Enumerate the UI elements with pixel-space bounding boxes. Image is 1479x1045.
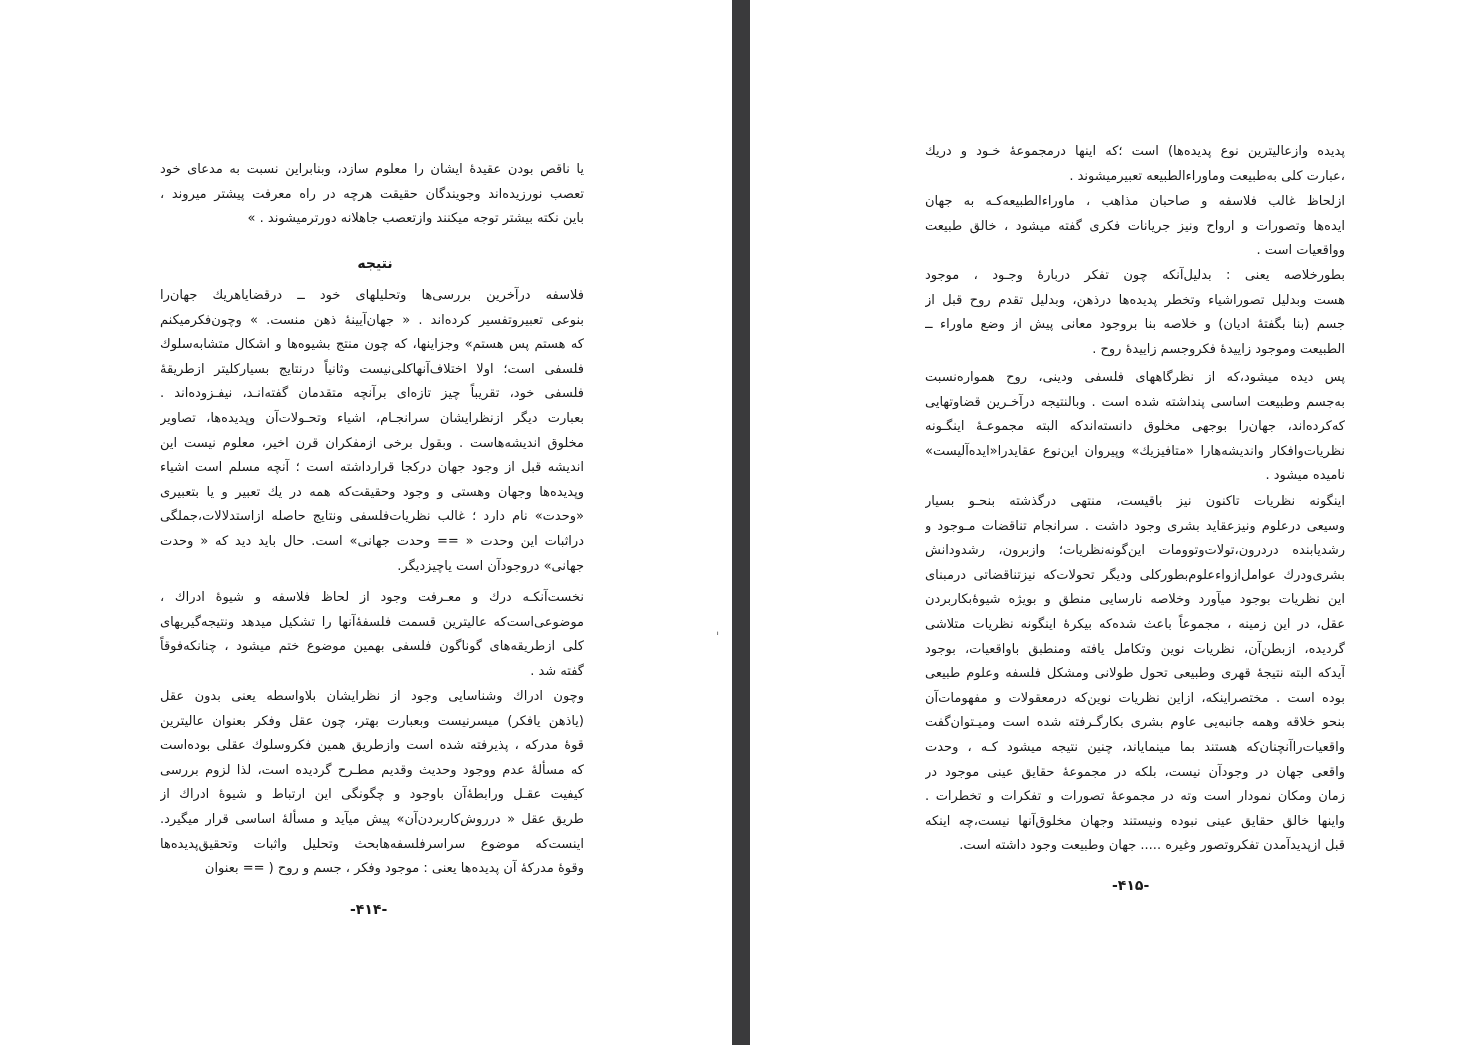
text-line: پس دیده میشود،که از نظرگاههای فلسفی ودینی، روح همواره‌نسبت bbox=[925, 370, 1345, 385]
right-paragraph-5 bbox=[925, 490, 1345, 859]
text-line: بنحو خلاقه وهمه جانبه‌یی عاوم بشری بکارگـرفته شده است ومیـتوان‌گفت bbox=[925, 715, 1345, 731]
text-line: واینها خالق حقایق عینی نبوده ونیستند وجهان مخلوق‌آنها نیست،چه اینکه bbox=[925, 813, 1345, 829]
text-line: موضوعی‌است‌که عالیترین قسمت فلسفهٔ‌آنها را تشکیل میدهد ونتیجه‌گیریهای bbox=[160, 614, 584, 630]
text-line: «وحدت» نام دارد ؛ غالب نظریات‌فلسفی ونتایج حاصله ازاستدلالات،جملگی bbox=[160, 509, 584, 525]
text-line: که هستم پس هستم» وجزاینها، که چون منتج بشیوه‌ها و اشکال متشابه‌سلوك bbox=[160, 337, 584, 353]
left-paragraph-2 bbox=[160, 586, 584, 684]
text-line: وواقعیات است . bbox=[1256, 243, 1345, 259]
text-line: (یاذهن یافکر) میسرنیست وبعبارت بهتر، چون عقل وفکر بعنوان عالیترین bbox=[160, 713, 584, 729]
text-line: فلسفی است؛ اولا اختلاف‌آنهاکلی‌نیست وثانیاً درنتایج بسیارکلیتر ازطریقهٔ bbox=[160, 361, 584, 377]
text-line: باین نکته بیشتر توجه میکنند وازتعصب جاهلانه دورترمیشوند . » bbox=[247, 211, 584, 227]
text-line: وچون ادراك وشناسایی وجود از نظرایشان بلاواسطه یعنی بدون عقل bbox=[160, 689, 584, 704]
text-line: ایده‌ها وتصورات و ارواح ونیز جریانات فکری گفته میشود ، خالق طبیعت bbox=[925, 218, 1345, 234]
section-heading: نتیجه bbox=[357, 256, 393, 272]
text-line: جسم (بنا بگفتهٔ ادیان) و خلاصه بنا بروجود معانی پیش از وضع ماوراء ــ bbox=[925, 317, 1345, 333]
text-line: نامیده میشود . bbox=[1265, 468, 1345, 484]
text-line: قبل ازپدیدآمدن تفکروتصور وغیره ..... جهان وطبیعت وجود داشته است. bbox=[959, 838, 1345, 854]
text-line: بوده است . مختصراینکه، ازاین نظریات نوین‌که درمعقولات و مفهومات‌آن bbox=[925, 690, 1345, 706]
text-line: کلی ازطریقه‌های گوناگون فلسفی بهمین موضوع ختم میشود ، چنانکه‌فوقاً bbox=[160, 639, 584, 655]
text-line: دراثبات این وحدت « == وحدت جهانی» است. حال باید دید که « وحدت bbox=[160, 533, 584, 549]
text-line: ،عبارت کلی بەطبیعت وماوراءالطبیعه تعبیرمیشوند . bbox=[1069, 168, 1345, 184]
text-line: هست وبدلیل تصوراشیاء وتخطر پدیده‌ها درذهن، وبدلیل تقدم روح قبل از bbox=[925, 292, 1345, 308]
left-intro-paragraph bbox=[160, 158, 584, 232]
text-line: واقعی جهان در وجودآن نیست، بلکه در مجموعهٔ حقایق عینی موجود در bbox=[925, 764, 1345, 780]
text-line: که‌کرده‌اند، جهان‌را بوجهی مخلوق دانسته‌اندکه البته مجموعـهٔ اینگـونه bbox=[925, 419, 1345, 435]
text-line: جهانی» دروجودآن است یاچیزدیگر. bbox=[397, 558, 584, 574]
text-line: عقل، در این زمینه ، مجموعاً باعث شده‌که بیکرهٔ اینگونه نظریات متلاشی bbox=[925, 616, 1345, 632]
text-line: گفته شد . bbox=[530, 663, 584, 679]
text-line: طریق عقل « درروش‌کاربردن‌آن» پیش میآید و مسألهٔ اساسی قرار میگیرد. bbox=[160, 811, 584, 827]
right-paragraph-1 bbox=[925, 140, 1345, 189]
text-line: وسیعی درعلوم ونیزعقاید بشری وجود داشت . سرانجام تناقضات مـوجود و bbox=[925, 518, 1345, 534]
page-number-left: -۴۱۴- bbox=[350, 902, 388, 918]
text-line: گردیده، ازبطن‌آن، نظریات نوین وتکامل یافته ومنطبق باواقعیات، بوجود bbox=[925, 641, 1345, 657]
text-line: نخست‌آنکـه درك و معـرفت وجود از لحاظ فلاسفه و شیوهٔ ادراك ، bbox=[160, 590, 584, 605]
left-paragraph-3 bbox=[160, 685, 584, 882]
text-line: زمان ومکان نمودار است وته در مجموعهٔ تصورات و تفکرات و تخطرات . bbox=[925, 789, 1345, 805]
right-paragraph-2 bbox=[925, 190, 1345, 264]
text-line: آیدکه البته نتیجهٔ قهری وطبیعی تحول طولانی ومشکل فلسفه وعلوم طبیعی bbox=[925, 666, 1345, 682]
right-paragraph-4 bbox=[925, 366, 1345, 489]
right-paragraph-3 bbox=[925, 264, 1345, 362]
text-line: کیفیت عقـل ورابطهٔ‌آن باوجود و چگونگی این ارتباط و شیوهٔ ادراك از bbox=[160, 787, 584, 803]
margin-mark: ˈ bbox=[716, 630, 720, 644]
text-line: بەجسم وطبیعت اساسی پنداشته شده است . وبالنتیجه درآخـرین قضاوتهایی bbox=[925, 394, 1345, 410]
text-line: بطورخلاصه یعنی : بدلیل‌آنکه چون تفکر دربارهٔ وجـود ، موجود bbox=[925, 268, 1345, 283]
text-line: ازلحاظ غالب فلاسفه و صاحبان مذاهب ، ماوراءالطبیعه‌کـه به جهان bbox=[925, 194, 1345, 209]
book-gutter bbox=[732, 0, 750, 1045]
text-line: فلاسفه درآخرین بررسی‌ها وتحلیلهای خود ــ درقضایاهریك جهان‌را bbox=[160, 288, 584, 303]
text-line: بنوعی تعبیروتفسیر کرده‌اند . « جهان‌آیینهٔ ذهن منست. » وچون‌فکرمیکنم bbox=[160, 312, 584, 328]
text-line: قوهٔ مدرکه ، پذیرفته شده است وازطریق همین فکروسلوك عقلی بوده‌است bbox=[160, 738, 584, 754]
left-paragraph-1 bbox=[160, 284, 584, 579]
text-line: این نظریات بوجود میآورد وخلاصه نارسایی منطق و بویژه شیوهٔ‌بکاربردن bbox=[925, 592, 1345, 608]
text-line: پدیده وازعالیترین نوع پدیده‌ها) است ؛که اینها درمجموعهٔ خـود و دریك bbox=[925, 144, 1345, 159]
text-line: یا ناقص بودن عقیدهٔ ایشان را معلوم سازد، وبنابراین نسبت به مدعای خود bbox=[160, 162, 584, 177]
text-line: وقوهٔ مدرکهٔ آن پدیده‌ها یعنی : موجود وفکر ، جسم و روح ( == بعنوان bbox=[204, 861, 584, 877]
left-page bbox=[0, 0, 732, 1045]
page-number-right: -۴۱۵- bbox=[1112, 878, 1150, 894]
text-line: رشدیابنده دردرون،تولات‌وتوومات این‌گونه‌نظریات؛ وازبرون، رشدودانش bbox=[925, 543, 1345, 559]
text-line: مخلوق اندیشه‌هاست . وبقول برخی ازمفکران قرن اخیر، معلوم نیست این bbox=[160, 435, 584, 451]
text-line: بعبارت دیگر ازنظرایشان سرانجـام، اشیاء وتحـولات‌آن وپدیده‌ها، تصاویر bbox=[160, 410, 584, 426]
text-line: بشری‌ودرك عوامل‌ازواء‌علوم‌بطورکلی وديگر تحولات‌که نیزتناقضاتی درمبنای bbox=[925, 567, 1345, 583]
text-line: اینست‌که موضوع سراسرفلسفه‌ها‌بحث وتحلیل واثبات وتحقیق‌پدیده‌ها bbox=[160, 836, 584, 852]
text-line: الطبیعت وموجود زاییدهٔ فکروجسم زاییدهٔ روح . bbox=[1092, 341, 1345, 357]
text-line: تعصب نورزیده‌اند وجویندگان حقیقت هرچه در راه معرفت پیشتر میروند ، bbox=[160, 186, 584, 202]
text-line: فلسفی خود، تقریباً چیز تازه‌ای برآنچه متقدمان گفته‌انـد، نیفـزوده‌اند . bbox=[160, 386, 584, 402]
text-line: نظریات‌وافکار واندیشه‌هارا «متافیزیك» وپیروان این‌نوع عقایدرا«ایده‌آلیست» bbox=[925, 443, 1345, 459]
text-line: که مسألهٔ عدم ووجود وحدیث وقدیم مطـرح گردیده است، لذا لزوم بررسی bbox=[160, 762, 584, 778]
right-page bbox=[750, 0, 1479, 1045]
text-line: واقعیات‌راآنچنان‌که هستند بما مینمایاند، چنین نتیجه میشود کـه ، وحدت bbox=[925, 739, 1345, 755]
text-line: اینگونه نظریات تاکنون نیز باقیست، منتهی درگذشته بنحـو بسیار bbox=[925, 494, 1345, 509]
text-line: اندیشه قبل از وجود جهان درکجا قرارداشته است ؛ آنچه مسلم است اشیاء bbox=[160, 460, 584, 476]
text-line: وپدیده‌ها وجهان وهستی و وجود وحقیقت‌که همه در یك تعبیر و یا بتعبیری bbox=[160, 484, 584, 500]
